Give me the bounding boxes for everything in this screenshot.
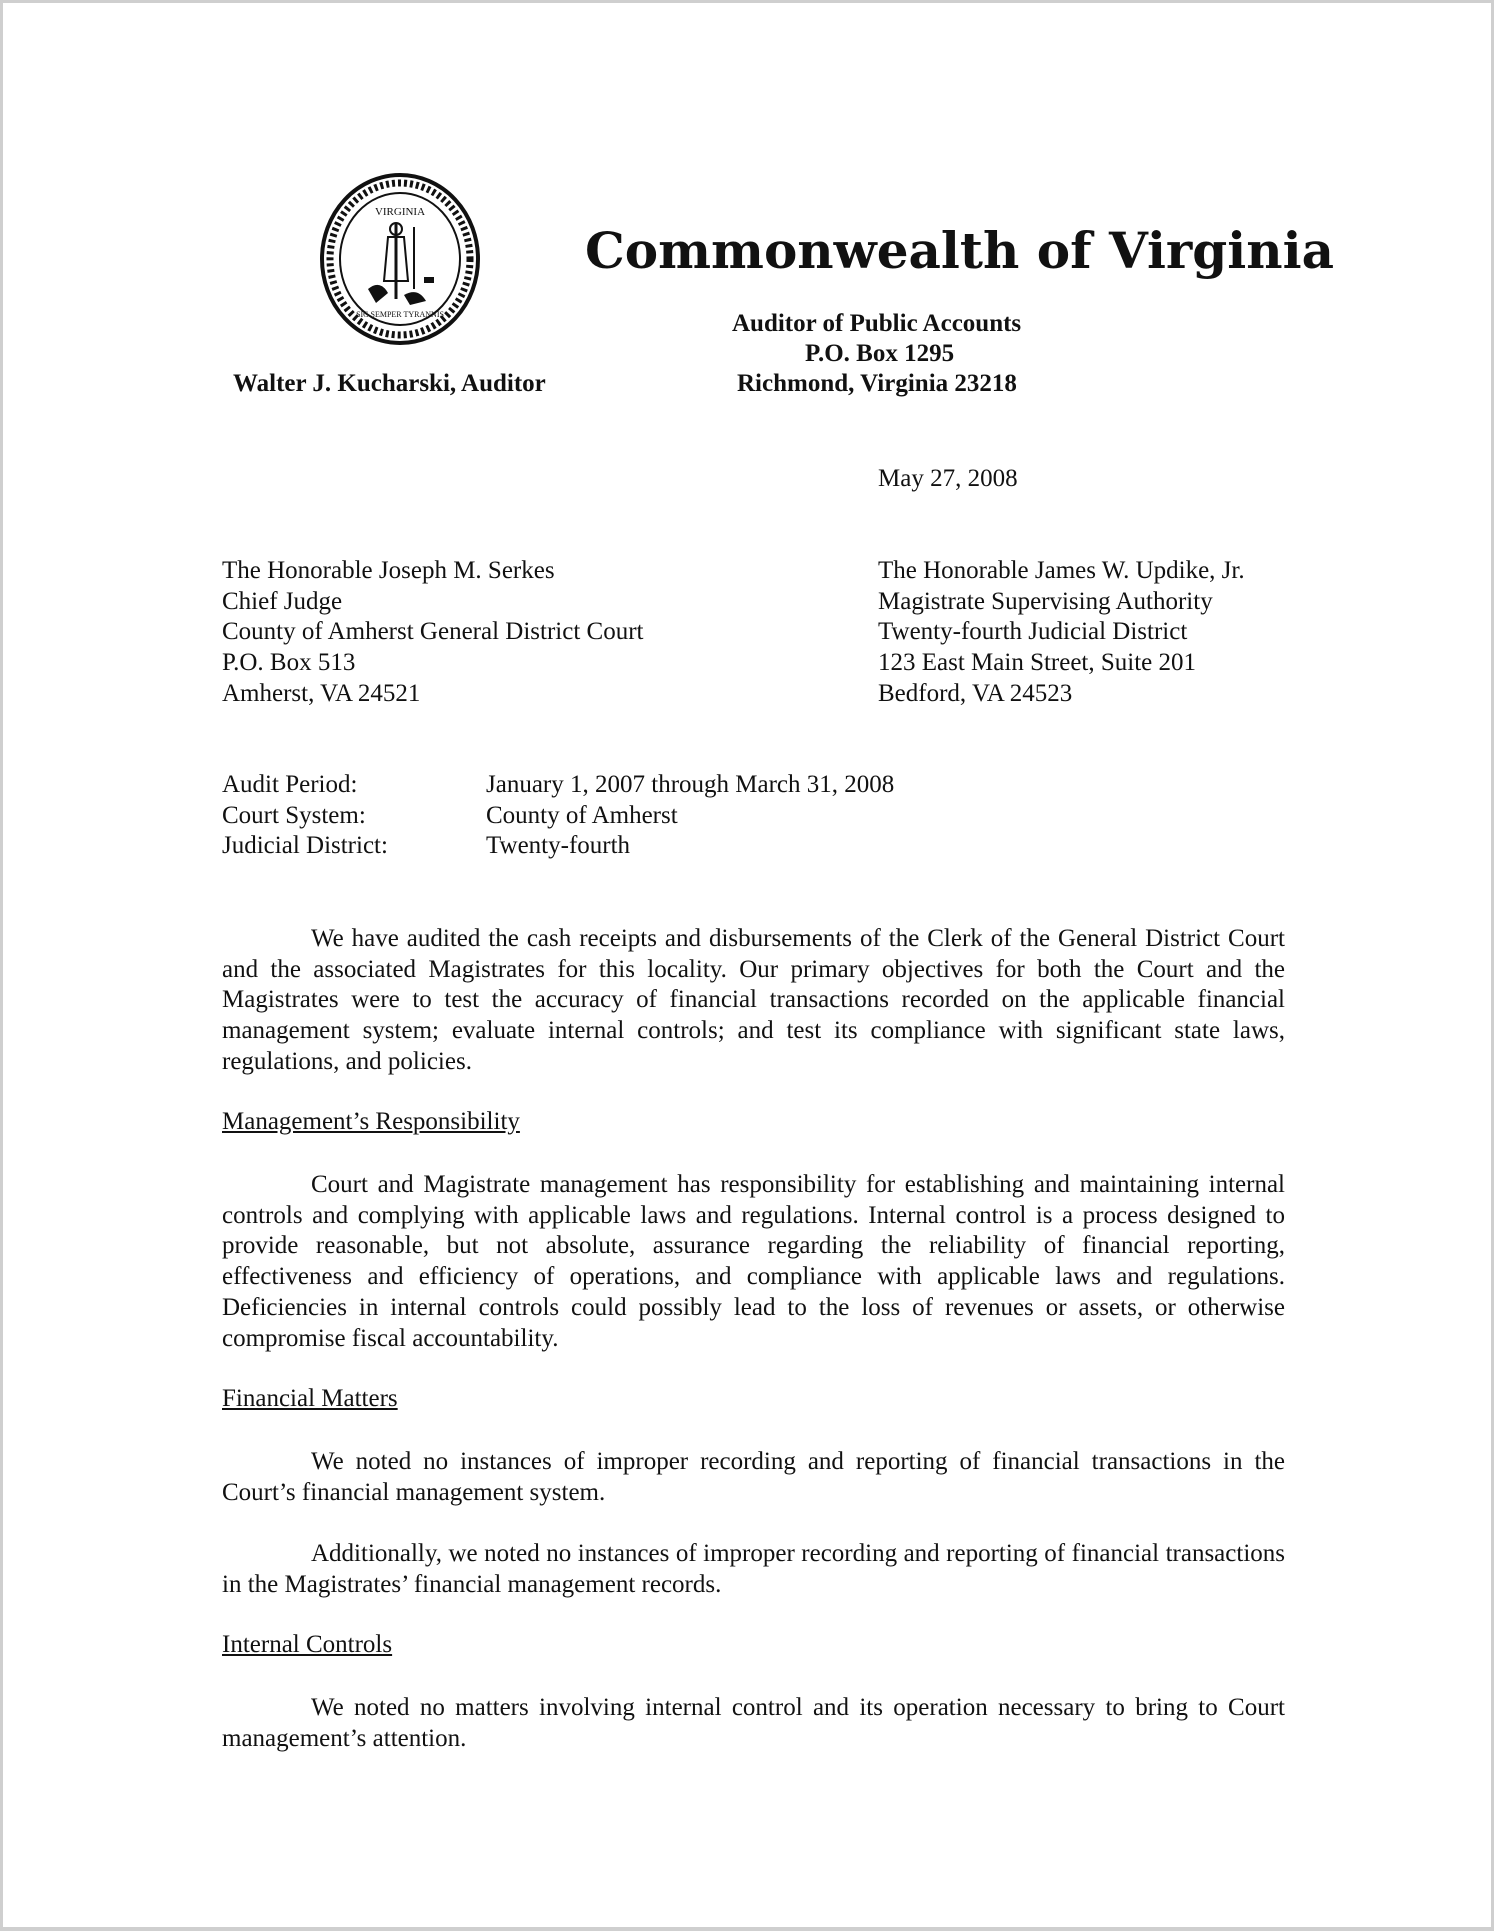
- office-city: Richmond, Virginia 23218: [737, 370, 1017, 397]
- paragraph-text: We noted no instances of improper recording and reporting of financial transactions in the Court’s financial management system.: [222, 1448, 1285, 1506]
- svg-text:SIC SEMPER TYRANNIS: SIC SEMPER TYRANNIS: [356, 310, 444, 319]
- office-name: Auditor of Public Accounts: [732, 310, 1022, 337]
- virginia-seal-icon: [318, 171, 482, 347]
- section-paragraph: [222, 1693, 1285, 1754]
- recipient-left: [222, 556, 643, 710]
- recipient-right: [878, 556, 1245, 710]
- recipient-line: Twenty-fourth Judicial District: [878, 618, 1188, 646]
- audit-info-row: [222, 801, 894, 832]
- audit-info-value: County of Amherst: [486, 801, 678, 829]
- office-po-box: P.O. Box 1295: [805, 340, 955, 367]
- intro-text: We have audited the cash receipts and disbursements of the Clerk of the General District Court and the associated Magistrates for this locality. Our primary objectives for both the Court and the Magistrates were to test the accuracy of financial transactions recorded on the applicable financial management system; evaluate internal controls; and test its compliance with significant state laws, regulations, and policies.: [222, 925, 1285, 1075]
- audit-info-label: Court System:: [222, 801, 366, 829]
- recipient-line: 123 East Main Street, Suite 201: [878, 649, 1197, 677]
- recipient-line: P.O. Box 513: [222, 649, 356, 677]
- recipient-line: Magistrate Supervising Authority: [878, 587, 1213, 615]
- section-heading: Internal Controls: [222, 1631, 393, 1658]
- paragraph-text: Court and Magistrate management has responsibility for establishing and maintaining internal controls and complying with applicable laws and regulations. Internal control is a process designed to provide reasonable, but not absolute, assurance regarding the reliability of financial reporting, effectiveness and efficiency of operations, and compliance with applicable laws and regulations. Deficiencies in internal controls could possibly lead to the loss of revenues or assets, or otherwise compromise fiscal accountability.: [222, 1171, 1285, 1352]
- recipient-line: The Honorable Joseph M. Serkes: [222, 557, 555, 584]
- section-heading: Management’s Responsibility: [222, 1108, 520, 1135]
- recipient-line: Bedford, VA 24523: [878, 679, 1073, 707]
- auditor-name: Walter J. Kucharski, Auditor: [233, 370, 546, 397]
- intro-paragraph: [222, 924, 1285, 1078]
- recipient-line: The Honorable James W. Updike, Jr.: [878, 557, 1245, 584]
- audit-info-label: Judicial District:: [222, 832, 388, 860]
- audit-info-row: [222, 770, 894, 801]
- paragraph-text: Additionally, we noted no instances of improper recording and reporting of financial transactions in the Magistrates’ financial management records.: [222, 1540, 1285, 1598]
- paragraph-text: We noted no matters involving internal control and its operation necessary to bring to Court management’s attention.: [222, 1694, 1285, 1752]
- audit-info-value: January 1, 2007 through March 31, 2008: [486, 771, 895, 798]
- section-paragraph: [222, 1170, 1285, 1354]
- audit-info-row: [222, 831, 894, 862]
- svg-text:VIRGINIA: VIRGINIA: [374, 206, 426, 218]
- document-page: [3, 3, 1491, 1927]
- recipient-line: Chief Judge: [222, 587, 343, 615]
- recipient-line: Amherst, VA 24521: [222, 679, 421, 707]
- letter-date: May 27, 2008: [878, 465, 1018, 492]
- letterhead-title: Commonwealth of Virginia: [585, 221, 1334, 280]
- audit-info-value: Twenty-fourth: [486, 832, 631, 860]
- section-paragraph: [222, 1539, 1285, 1600]
- section-heading: Financial Matters: [222, 1385, 398, 1412]
- audit-info: [222, 770, 894, 862]
- recipient-line: County of Amherst General District Court: [222, 618, 644, 646]
- section-paragraph: [222, 1447, 1285, 1508]
- audit-info-label: Audit Period:: [222, 771, 358, 798]
